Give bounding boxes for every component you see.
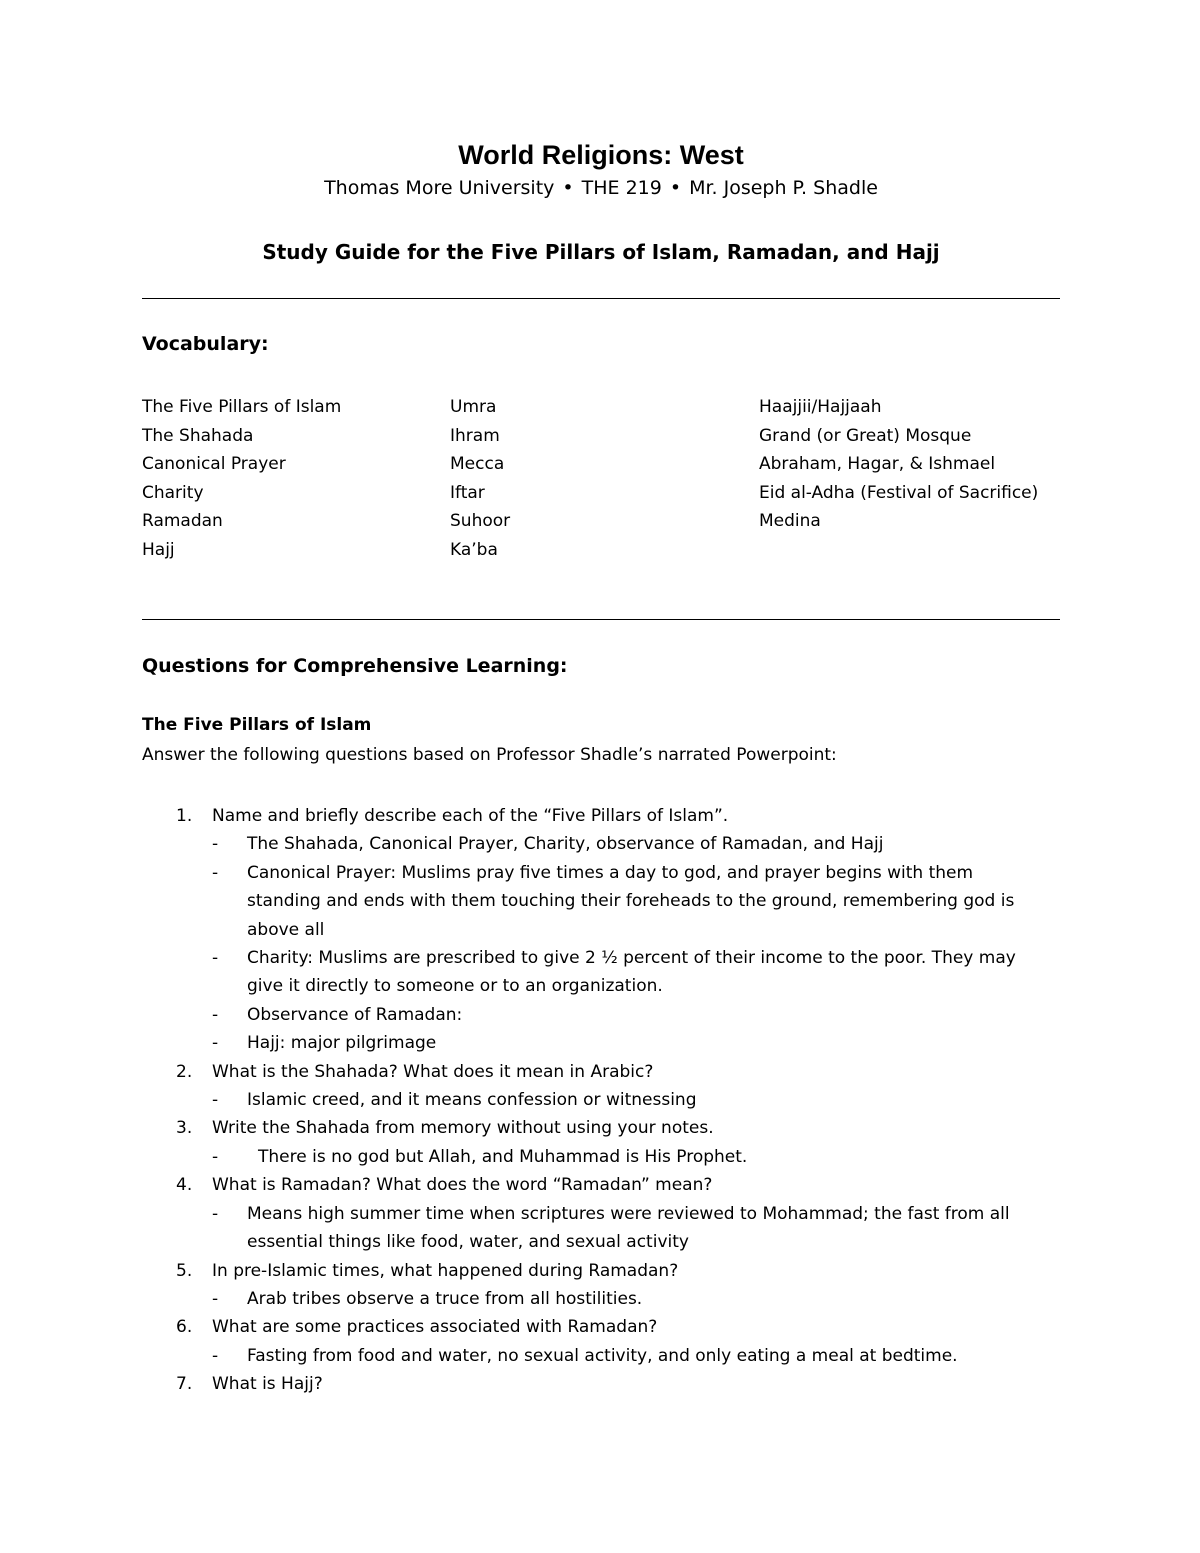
course-code: THE 219 bbox=[581, 177, 662, 199]
answer-text: Hajj: major pilgrimage bbox=[247, 1033, 437, 1054]
dash-marker: - bbox=[212, 1345, 219, 1366]
vocabulary-term: Mecca bbox=[450, 454, 505, 475]
horizontal-rule bbox=[142, 298, 1060, 299]
dash-marker: - bbox=[212, 1033, 219, 1054]
vocabulary-term: Abraham, Hagar, & Ishmael bbox=[759, 454, 996, 475]
answer-item bbox=[142, 1001, 1060, 1029]
question-list bbox=[142, 802, 1060, 1399]
vocabulary-term: Charity bbox=[142, 482, 204, 503]
dash-marker: - bbox=[212, 1288, 219, 1309]
horizontal-rule bbox=[142, 619, 1060, 620]
vocabulary-heading: Vocabulary: bbox=[142, 333, 269, 355]
answer-item bbox=[142, 1086, 1060, 1114]
instructor-name: Mr. Joseph P. Shadle bbox=[689, 177, 878, 199]
question-item bbox=[142, 1058, 1060, 1086]
answer-item bbox=[142, 1342, 1060, 1370]
answer-item bbox=[142, 1200, 1060, 1257]
university-name: Thomas More University bbox=[324, 177, 555, 199]
vocabulary-term: Hajj bbox=[142, 539, 175, 560]
vocabulary-term: Grand (or Great) Mosque bbox=[759, 425, 972, 446]
vocabulary-term: The Five Pillars of Islam bbox=[142, 397, 342, 417]
vocabulary-term: The Shahada bbox=[142, 425, 254, 446]
study-guide-title: Study Guide for the Five Pillars of Islam, Ramadan, and Hajj bbox=[262, 240, 940, 264]
answer-text: Canonical Prayer: Muslims pray five times a day to god, and prayer begins with them standing and ends with them touching their foreheads to the ground, remembering god is above all bbox=[247, 862, 1015, 940]
vocabulary-term: Iftar bbox=[450, 482, 485, 503]
vocabulary-term: Ramadan bbox=[142, 511, 223, 532]
section-heading: The Five Pillars of Islam bbox=[142, 715, 372, 735]
answer-text: Arab tribes observe a truce from all hostilities. bbox=[247, 1288, 643, 1309]
question-item bbox=[142, 1313, 1060, 1341]
answer-text: Observance of Ramadan: bbox=[247, 1004, 463, 1025]
instructions-text: Answer the following questions based on Professor Shadle’s narrated Powerpoint: bbox=[142, 745, 837, 765]
vocabulary-term: Medina bbox=[759, 511, 821, 532]
dash-marker: - bbox=[212, 834, 219, 855]
answer-text: There is no god but Allah, and Muhammad is His Prophet. bbox=[258, 1146, 748, 1167]
answer-text: Means high summer time when scriptures were reviewed to Mohammad; the fast from all essential things like food, water, and sexual activity bbox=[247, 1203, 1010, 1253]
answer-item bbox=[142, 1143, 1060, 1171]
question-number: 5. bbox=[176, 1260, 193, 1281]
question-text: Name and briefly describe each of the “Five Pillars of Islam”. bbox=[212, 806, 729, 826]
document-title: World Religions: West bbox=[458, 140, 744, 170]
question-number: 6. bbox=[176, 1317, 193, 1338]
vocabulary-term: Ihram bbox=[450, 425, 500, 446]
question-text: What is Hajj? bbox=[212, 1374, 323, 1395]
separator-bullet: • bbox=[562, 177, 574, 199]
dash-marker: - bbox=[212, 1090, 219, 1111]
vocabulary-term: Eid al-Adha (Festival of Sacrifice) bbox=[759, 482, 1039, 503]
question-item bbox=[142, 1114, 1060, 1142]
answer-text: Fasting from food and water, no sexual activity, and only eating a meal at bedtime. bbox=[247, 1345, 958, 1366]
question-text: What is Ramadan? What does the word “Ramadan” mean? bbox=[212, 1175, 713, 1196]
answer-text: The Shahada, Canonical Prayer, Charity, observance of Ramadan, and Hajj bbox=[247, 834, 884, 855]
question-number: 4. bbox=[176, 1175, 193, 1196]
vocabulary-term: Haajjii/Hajjaah bbox=[759, 397, 882, 417]
answer-item bbox=[142, 944, 1060, 1001]
question-item bbox=[142, 1171, 1060, 1199]
vocabulary-term: Canonical Prayer bbox=[142, 454, 286, 475]
vocabulary-term: Suhoor bbox=[450, 511, 511, 532]
dash-marker: - bbox=[212, 862, 219, 883]
separator-bullet: • bbox=[669, 177, 682, 199]
course-info bbox=[142, 177, 1060, 199]
question-number: 1. bbox=[176, 806, 193, 826]
answer-item bbox=[142, 1029, 1060, 1057]
question-text: In pre-Islamic times, what happened during Ramadan? bbox=[212, 1260, 679, 1281]
questions-heading: Questions for Comprehensive Learning: bbox=[142, 655, 568, 677]
question-number: 2. bbox=[176, 1061, 193, 1082]
dash-marker: - bbox=[212, 1004, 219, 1025]
question-item bbox=[142, 1370, 1060, 1398]
dash-marker: - bbox=[212, 1203, 219, 1224]
question-text: What are some practices associated with Ramadan? bbox=[212, 1317, 658, 1338]
question-text: What is the Shahada? What does it mean in Arabic? bbox=[212, 1061, 654, 1082]
vocabulary-column bbox=[450, 396, 510, 568]
vocabulary-column bbox=[142, 396, 341, 568]
answer-text: Islamic creed, and it means confession or witnessing bbox=[247, 1090, 697, 1111]
vocabulary-column bbox=[759, 396, 1038, 539]
answer-item bbox=[142, 1285, 1060, 1313]
question-item bbox=[142, 1257, 1060, 1285]
dash-marker: - bbox=[212, 1146, 219, 1167]
answer-text: Charity: Muslims are prescribed to give 2 ½ percent of their income to the poor. They may give it directly to someone or to an organization. bbox=[247, 948, 1016, 997]
question-text: Write the Shahada from memory without using your notes. bbox=[212, 1118, 714, 1139]
question-number: 3. bbox=[176, 1118, 193, 1139]
question-item bbox=[142, 802, 1060, 830]
question-number: 7. bbox=[176, 1374, 193, 1395]
vocabulary-term: Umra bbox=[450, 397, 497, 417]
vocabulary-term: Ka’ba bbox=[450, 539, 498, 560]
answer-item bbox=[142, 859, 1060, 944]
answer-item bbox=[142, 830, 1060, 858]
dash-marker: - bbox=[212, 948, 219, 969]
